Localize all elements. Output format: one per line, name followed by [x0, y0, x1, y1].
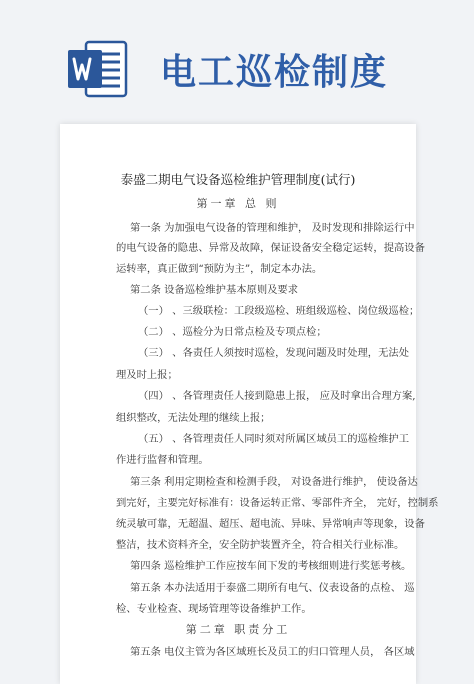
body-line: 运转率，真正做到“预防为主”，制定本办法。 — [116, 263, 323, 275]
body-line: 作进行监督和管理。 — [116, 454, 209, 466]
banner — [0, 0, 474, 120]
body-line: 统灵敏可靠，无超温、超压、超电流、异味、异常响声等现象，设备 — [116, 518, 425, 530]
body-line: 第四条 巡检维护工作应按车间下发的考核细则进行奖惩考核。 — [130, 560, 412, 572]
body-line: 理及时上报； — [116, 369, 178, 381]
body-line: 第二条 设备巡检维护基本原则及要求 — [130, 284, 299, 296]
body-line: 第一条 为加强电气设备的管理和维护， 及时发现和排除运行中 — [130, 222, 415, 234]
document-page — [60, 124, 439, 684]
body-line: （五） 、各管理责任人同时须对所属区域员工的巡检维护工 — [138, 433, 409, 445]
document-title: 泰盛二期电气设备巡检维护管理制度(试行) — [120, 172, 356, 187]
body-line: （二） 、巡检分为日常点检及专项点检； — [138, 326, 327, 338]
body-line: 第三条 利用定期检查和检测手段， 对设备进行维护， 使设备达 — [130, 476, 418, 488]
body-line: 的电气设备的隐患、异常及故障，保证设备安全稳定运转，提高设备 — [116, 242, 425, 254]
chapter-heading: 第二章 职责分工 — [185, 623, 291, 636]
banner-title: 电工巡检制度 — [160, 52, 389, 93]
body-line: （三） 、各责任人须按时巡检，发现问题及时处理，无法处 — [138, 347, 409, 359]
body-line: 整洁，技术资料齐全，安全防护装置齐全，符合相关行业标准。 — [116, 539, 405, 551]
body-line: 到完好，主要完好标准有：设备运转正常、零部件齐全， 完好，控制系 — [116, 497, 439, 509]
body-line: 第五条 电仪主管为各区域班长及员工的归口管理人员， 各区域 — [130, 646, 415, 658]
body-line: 组织整改，无法处理的继续上报； — [116, 412, 271, 424]
chapter-heading: 第一章 总 则 — [196, 197, 280, 210]
body-line: （四） 、各管理责任人接到隐患上报， 应及时拿出合理方案, — [138, 390, 416, 402]
body-line: （一） 、三级联检：工段级巡检、班组级巡检、岗位级巡检； — [138, 305, 420, 317]
word-icon — [66, 38, 128, 100]
body-line: 检、专业检查、现场管理等设备维护工作。 — [116, 603, 312, 615]
body-line: 第五条 本办法适用于泰盛二期所有电气、仪表设备的点检、 巡 — [130, 582, 415, 594]
